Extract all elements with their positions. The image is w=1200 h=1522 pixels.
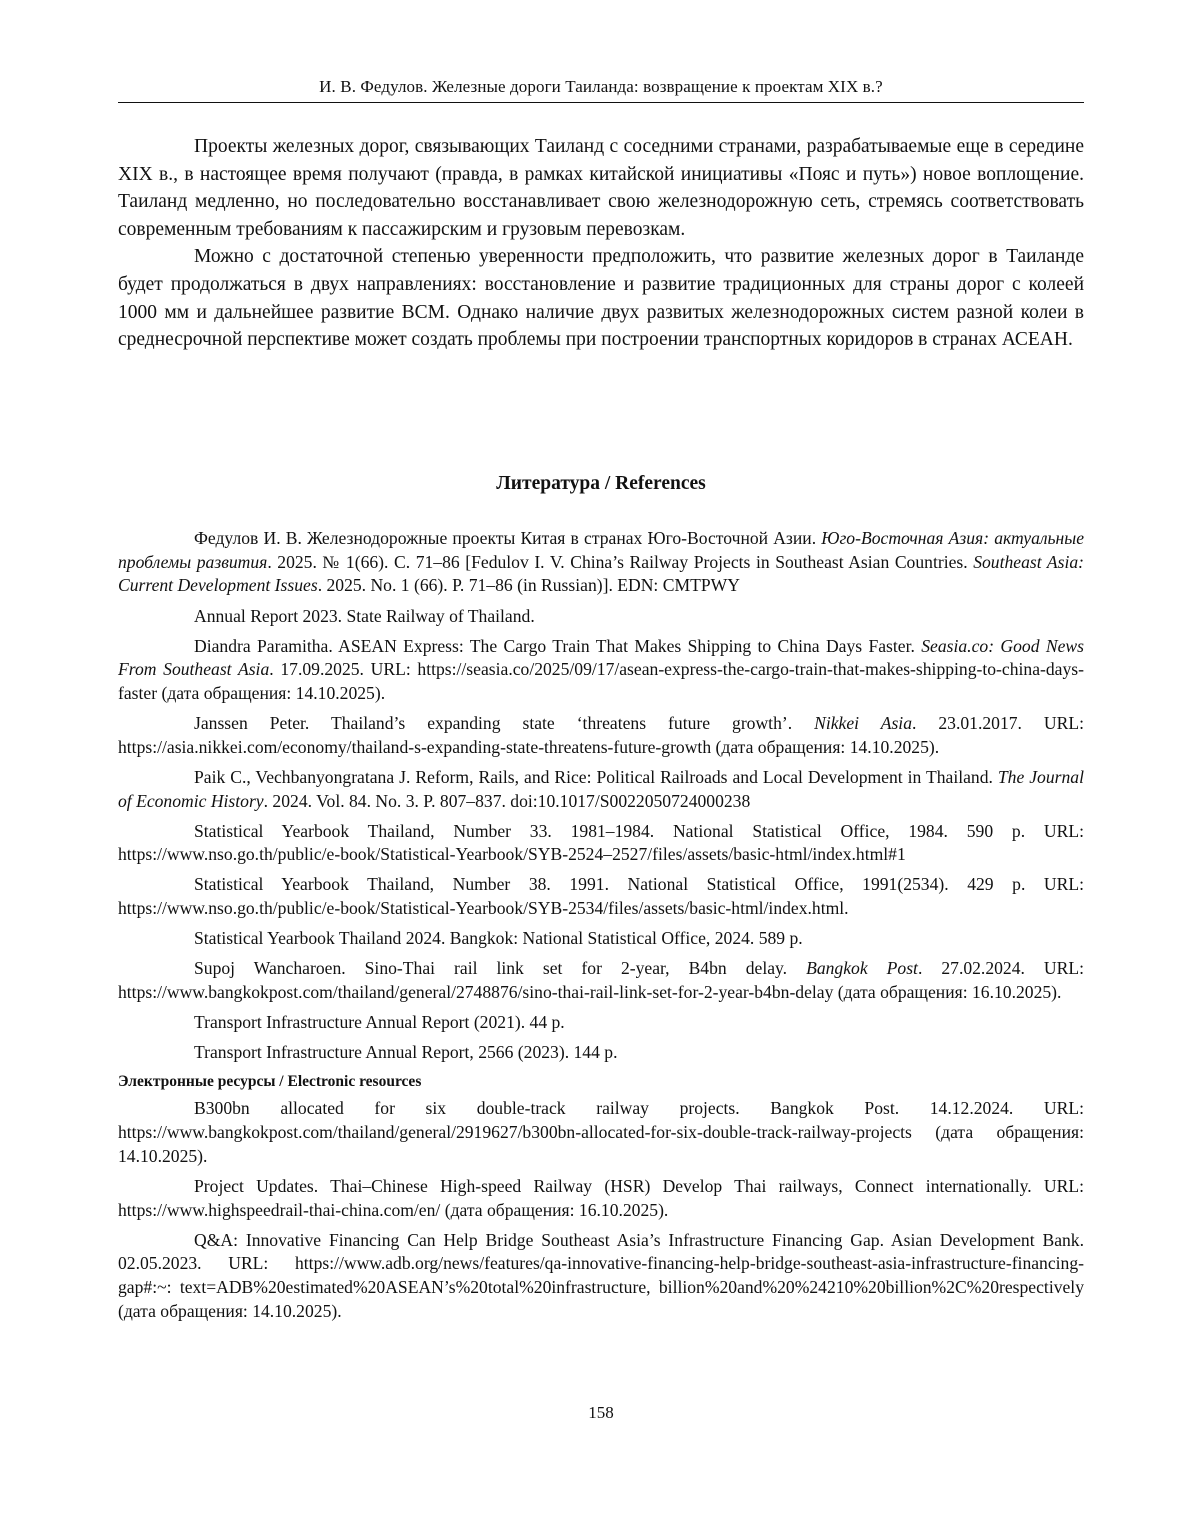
reference-text: Федулов И. В. Железнодорожные проекты Китая в странах Юго-Восточной Азии. (194, 528, 822, 548)
reference-journal: Юго-Восточная Азия: актуальные проблемы развития (118, 528, 1085, 572)
reference-text: . 27.02.2024. URL: https://www.bangkokpost.com/thailand/general/2748876/sino-thai-rail-link-set-for-2-year-b4bn-delay (дата обращения: 16.10.2025). (118, 958, 1085, 1003)
reference-journal: Bangkok Post (806, 958, 918, 979)
electronic-resource-item (118, 1175, 1084, 1222)
electronic-resources-heading: Электронные ресурсы / Electronic resources (118, 1073, 422, 1091)
reference-item (118, 605, 1084, 629)
reference-text: Statistical Yearbook Thailand, Number 33. 1981–1984. National Statistical Office, 1984. 590 p. URL: https://www.nso.go.th/public/e-book/Statistical-Yearbook/SYB-2524–2527/files/assets/basic-html/index.html#1 (118, 820, 1084, 865)
reference-item (118, 927, 1084, 951)
reference-text: . 23.01.2017. URL: https://asia.nikkei.com/economy/thailand-s-expanding-state-threatens-future-growth (дата обращения: 14.10.2025). (118, 713, 1085, 757)
reference-text: Transport Infrastructure Annual Report, 2566 (2023). 144 p. (194, 1042, 618, 1063)
reference-item (118, 873, 1084, 920)
reference-text: Janssen Peter. Thailand’s expanding state ‘threatens future growth’. (194, 713, 815, 734)
reference-item (118, 635, 1084, 706)
reference-text: Statistical Yearbook Thailand 2024. Bangkok: National Statistical Office, 2024. 589 p. (194, 928, 803, 949)
page-number: 158 (588, 1403, 614, 1422)
reference-text: Statistical Yearbook Thailand, Number 38. 1991. National Statistical Office, 1991(2534). 429 p. URL: https://www.nso.go.th/public/e-book/Statistical-Yearbook/SYB-2534/files/assets/basic-html/index.html. (118, 874, 1084, 919)
reference-text: Supoj Wancharoen. Sino-Thai rail link set for 2-year, B4bn delay. (194, 958, 807, 979)
reference-journal: Nikkei Asia (814, 713, 912, 734)
electronic-resource-item (118, 1229, 1084, 1324)
reference-item (118, 820, 1084, 867)
reference-journal: Southeast Asia: Current Development Issues (118, 551, 1084, 596)
reference-text: . 17.09.2025. URL: https://seasia.co/2025/09/17/asean-express-the-cargo-train-that-makes-shipping-to-china-days-faster (дата обращения: 14.10.2025). (118, 659, 1084, 703)
reference-item (118, 712, 1084, 759)
reference-text: Annual Report 2023. State Railway of Thailand. (194, 605, 535, 626)
references-list (118, 527, 1084, 1330)
reference-text: B300bn allocated for six double-track railway projects. Bangkok Post. 14.12.2024. URL: https://www.bangkokpost.com/thailand/general/2919627/b300bn-allocated-for-six-double-track-railway-projects (дата обращения: 14.10.2025). (118, 1098, 1084, 1166)
reference-text: . 2024. Vol. 84. No. 3. P. 807–837. doi:10.1017/S0022050724000238 (263, 790, 751, 811)
reference-text: Q&A: Innovative Financing Can Help Bridge Southeast Asia’s Infrastructure Financing Gap. Asian Development Bank. 02.05.2023. URL: https://www.adb.org/news/features/qa-innovative-financing-help-bridge-southeast-asia-infrastructure-financing-gap#:~: text=ADB%20estimated%20ASEAN’s%20total%20infrastructure, billion%20and%20%24210%20billion%2C%20respectively (дата обращения: 14.10.2025). (118, 1229, 1084, 1321)
body-paragraph: Можно с достаточной степенью уверенности предположить, что развитие железных дорог в Таиланде будет продолжаться в двух направлениях: восстановление и развитие традиционных для страны дорог с колеей 1000 мм и дальнейшее развитие ВСМ. Однако наличие двух развитых железнодорожных систем разной колеи в среднесрочной перспективе может создать проблемы при построении транспортных коридоров в странах АСЕАН. (118, 246, 1084, 351)
reference-text: Diandra Paramitha. ASEAN Express: The Cargo Train That Makes Shipping to China Days Faster. (194, 635, 922, 656)
header-rule (118, 102, 1084, 103)
reference-journal: The Journal of Economic History (118, 766, 1084, 811)
reference-item (118, 1041, 1084, 1065)
reference-item (118, 527, 1084, 598)
reference-text: . 2025. No. 1 (66). P. 71–86 (in Russian)]. EDN: CMTPWY (317, 575, 740, 596)
reference-journal: Seasia.co: Good News From Southeast Asia (118, 635, 1084, 680)
reference-text: Paik C., Vechbanyongratana J. Reform, Rails, and Rice: Political Railroads and Local Development in Thailand. (194, 766, 998, 787)
conclusion-text (118, 133, 1084, 354)
electronic-resource-item (118, 1097, 1084, 1168)
reference-item (118, 766, 1084, 813)
reference-item (118, 957, 1084, 1004)
body-paragraph: Проекты железных дорог, связывающих Таиланд с соседними странами, разрабатываемые еще в середине XIX в., в настоящее время получают (правда, в рамках китайской инициативы «Пояс и путь») новое воплощение. Таиланд медленно, но последовательно восстанавливает свою железнодорожную сеть, стремясь соответствовать современным требованиям к пассажирским и грузовым перевозкам. (118, 136, 1084, 240)
reference-text: Project Updates. Thai–Chinese High-speed Railway (HSR) Develop Thai railways, Connect internationally. URL: https://www.highspeedrail-thai-china.com/en/ (дата обращения: 16.10.2025). (118, 1175, 1084, 1220)
reference-item (118, 1011, 1084, 1035)
reference-text: . 2025. № 1(66). С. 71–86 [Fedulov I. V. China’s Railway Projects in Southeast Asian Countries. (267, 551, 974, 572)
running-header: И. В. Федулов. Железные дороги Таиланда: возвращение к проектам XIX в.? (319, 77, 883, 96)
references-heading: Литература / References (496, 473, 706, 494)
reference-text: Transport Infrastructure Annual Report (2021). 44 p. (194, 1012, 565, 1033)
